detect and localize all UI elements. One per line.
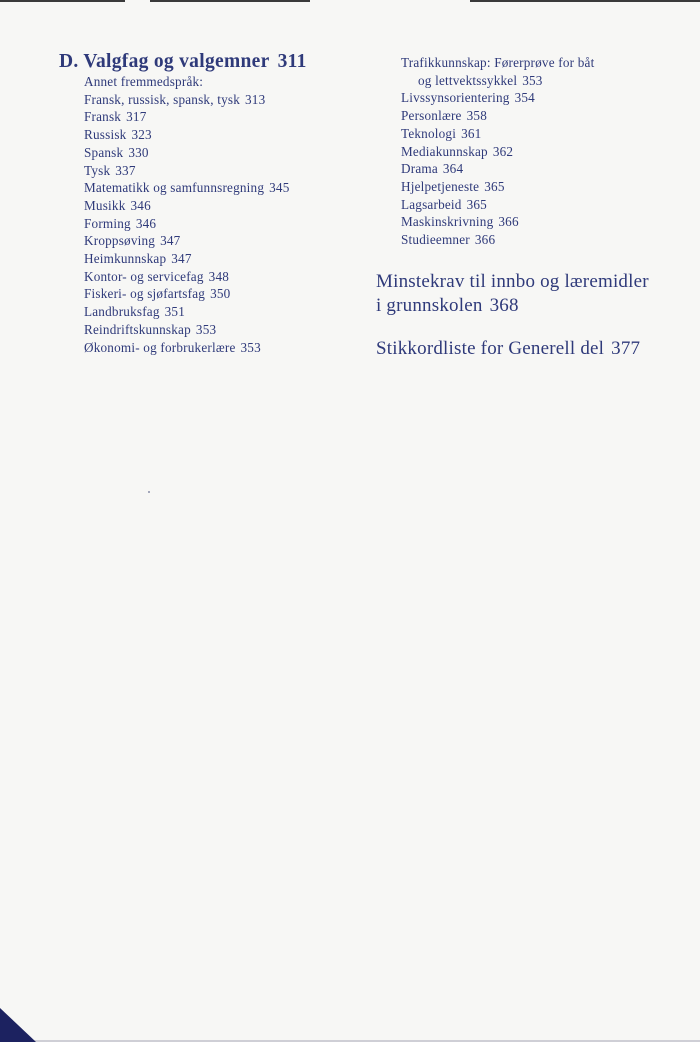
toc-entry-text: Drama <box>401 161 438 177</box>
toc-entry <box>84 285 359 303</box>
toc-entry-page: 347 <box>171 251 192 267</box>
toc-entry-text: Kroppsøving <box>84 233 156 249</box>
toc-entry-text: Kontor- og servicefag <box>84 268 204 284</box>
toc-entry <box>401 231 676 249</box>
toc-entry-text: Økonomi- og forbrukerlære <box>84 339 236 355</box>
toc-entry-text: Personlære <box>401 108 462 124</box>
toc-entry-text: Spansk <box>84 144 124 160</box>
toc-entry-text: Lagsarbeid <box>401 196 462 212</box>
section-heading-page: 311 <box>277 51 307 72</box>
toc-entry-page: 350 <box>210 286 231 302</box>
toc-entry <box>401 107 676 125</box>
toc-entry-page: 366 <box>474 232 496 248</box>
toc-entry-text: Maskinskrivning <box>401 214 494 230</box>
toc-entry-text: Mediakunnskap <box>401 143 488 159</box>
toc-entry-text: Musikk <box>84 197 126 213</box>
toc-entry <box>401 160 676 178</box>
toc-entry <box>401 125 676 143</box>
toc-entry-page: 347 <box>160 233 181 249</box>
toc-entry-page: 366 <box>498 214 519 230</box>
toc-entry-page: 330 <box>128 144 149 160</box>
toc-entry-page: 353 <box>240 339 261 355</box>
toc-entry <box>84 179 359 197</box>
toc-entry-text: Matematikk og samfunnsregning <box>84 180 265 196</box>
toc-entry-page: 317 <box>126 109 147 125</box>
toc-entry-text: Forming <box>84 215 131 231</box>
corner-scan-artifact <box>0 1008 36 1042</box>
toc-entry-page: 365 <box>484 178 505 194</box>
toc-entry-text: Tysk <box>84 162 111 178</box>
toc-entry-page: 358 <box>466 108 487 124</box>
section-title-stikkord: Stikkordliste for Generell del 377 <box>376 338 641 359</box>
toc-entry-page: 346 <box>130 197 151 213</box>
toc-entry <box>84 144 359 162</box>
toc-entry <box>84 197 359 215</box>
toc-entry-page: 353 <box>195 321 217 337</box>
section-title-line2: i grunnskolen 368 <box>376 295 519 316</box>
toc-entry-text: Landbruksfag <box>84 304 160 320</box>
top-edge-scan-artifact <box>0 0 700 3</box>
toc-entry <box>84 108 359 126</box>
toc-entry-page: 361 <box>461 125 482 141</box>
section-heading-text: D. Valgfag og valgemner <box>59 51 270 72</box>
toc-entry-page: 323 <box>131 127 152 143</box>
toc-entry-page: 337 <box>115 162 136 178</box>
toc-entry <box>84 126 359 144</box>
toc-entry-page: 364 <box>442 161 464 177</box>
toc-entry <box>84 215 359 233</box>
toc-right-column <box>376 54 676 249</box>
toc-entry-text: Fransk, russisk, spansk, tysk <box>84 91 241 107</box>
toc-entry <box>401 89 676 107</box>
toc-entry <box>84 91 359 109</box>
section-stikkordliste <box>376 337 640 361</box>
toc-entry <box>401 196 676 214</box>
toc-entry-text: Teknologi <box>401 125 457 141</box>
toc-entry <box>84 232 359 250</box>
toc-entry-page: 348 <box>208 268 230 284</box>
toc-left-list <box>84 73 359 356</box>
toc-entry <box>84 321 359 339</box>
toc-entry-text: Hjelpetjeneste <box>401 178 480 194</box>
toc-entry-trafikkunnskap <box>401 54 676 89</box>
toc-entry-page: 362 <box>492 143 514 159</box>
toc-entry-text: Trafikkunnskap: Førerprøve for båt <box>401 55 595 70</box>
toc-entry-text: Fransk <box>84 109 122 125</box>
section-title-page: 377 <box>611 338 641 359</box>
toc-entry-page: 345 <box>269 180 290 196</box>
toc-entry-page: 346 <box>135 215 157 231</box>
toc-entry-text: Studieemner <box>401 232 470 248</box>
toc-entry <box>84 268 359 286</box>
toc-entry <box>84 73 359 91</box>
toc-entry-text: Heimkunnskap <box>84 251 167 267</box>
toc-entry-page: 354 <box>514 90 535 106</box>
toc-entry-page: 353 <box>522 72 543 88</box>
toc-entry-text: Reindriftskunnskap <box>84 321 191 337</box>
toc-entry-page: 351 <box>164 304 186 320</box>
toc-entry-text: Livssynsorientering <box>401 90 510 106</box>
toc-entry <box>84 162 359 180</box>
toc-entry <box>84 250 359 268</box>
toc-entry <box>84 339 359 357</box>
section-minstekrav <box>376 270 649 318</box>
toc-right-list <box>401 54 676 249</box>
toc-left-column <box>59 50 359 356</box>
section-heading-valgfag <box>59 50 359 74</box>
scan-speck <box>148 491 150 493</box>
toc-entry-continuation: og lettvektssykkel 353 <box>418 72 543 88</box>
toc-entry <box>84 303 359 321</box>
toc-entry-page: 365 <box>466 196 487 212</box>
toc-entry <box>401 178 676 196</box>
toc-entry-text: Fiskeri- og sjøfartsfag <box>84 286 206 302</box>
toc-entry <box>401 213 676 231</box>
toc-entry-text: Russisk <box>84 127 127 143</box>
toc-entry-page: 313 <box>245 91 266 107</box>
toc-entry <box>401 143 676 161</box>
section-title-page: 368 <box>489 295 519 316</box>
toc-entry-text: Annet fremmedspråk: <box>84 74 204 89</box>
section-title-line1: Minstekrav til innbo og læremidler <box>376 271 649 292</box>
